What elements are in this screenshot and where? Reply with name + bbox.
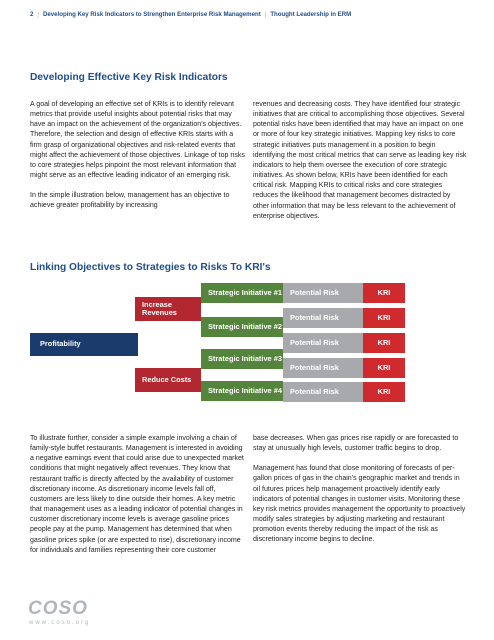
node-risk-3 (283, 333, 363, 353)
node-label: Strategic Initiative #4 (208, 385, 282, 395)
coso-logo: COSO (28, 598, 88, 619)
paragraph: revenues and decreasing costs. They have identified four strategic initiatives that are critical to accomplishing those objectives. Several potential risks have been identified that may have an impact on one or more of four key strategic initiatives. Mapping key risks to core strategic initiatives puts management in a position to begin identifying the most critical metrics that can serve as leading key risk indicators to help them oversee the execution of core strategic initiatives. As shown below, KRIs have been identified for each critical risk. Mapping KRIs to critical risks and core strategies reduces the likelihood that management becomes distracted by other information that may be less relevant to the achievement of enterprise objectives. (253, 101, 467, 220)
body-column-right-1 (253, 100, 468, 232)
paragraph: In the simple illustration below, management has an objective to achieve greater profitability by increasing (30, 192, 230, 210)
node-label: Potential Risk (290, 287, 339, 297)
node-label: Reduce Costs (142, 374, 192, 384)
node-initiative-2 (201, 317, 283, 337)
node-label: Strategic Initiative #2 (208, 321, 282, 331)
node-initiative-3 (201, 349, 283, 369)
node-label: Potential Risk (290, 386, 339, 396)
node-risk-2 (283, 308, 363, 328)
node-risk-1 (283, 283, 363, 303)
node-label: KRI (377, 362, 391, 372)
body-column-left-2 (30, 434, 245, 566)
header-separator: | (37, 11, 39, 18)
diagram-heading: Linking Objectives to Strategies to Risks To KRI's (30, 262, 271, 273)
footer-url[interactable]: www.coso.org (29, 620, 91, 626)
paragraph: base decreases. When gas prices rise rapidly or are forecasted to stay at unusually high levels, customer traffic begins to drop. (253, 435, 459, 453)
node-label: KRI (377, 287, 391, 297)
running-header (30, 11, 474, 18)
node-label: Strategic Initiative #3 (208, 353, 282, 363)
paragraph: A goal of developing an effective set of KRIs is to identify relevant metrics that provide useful insights about potential risks that may have an impact on the achievement of the organization's objectives. Therefore, the selection and design of effective KRIs starts with a firm grasp of organizational objectives and risk-related events that might affect the achievement of those objectives. Linkage of top risks to core strategies helps pinpoint the most relevant information that might serve as an effective leading indicator of an emerging risk. (30, 101, 245, 180)
node-label: Increase Revenues (142, 299, 177, 317)
node-initiative-4 (201, 381, 283, 401)
node-kri-5 (363, 382, 405, 402)
node-kri-4 (363, 358, 405, 378)
node-objective-costs (135, 368, 201, 392)
node-kri-2 (363, 308, 405, 328)
node-initiative-1 (201, 283, 283, 303)
node-profitability (30, 333, 138, 356)
node-risk-5 (283, 382, 363, 402)
node-label: Strategic Initiative #1 (208, 287, 282, 297)
node-label: KRI (377, 312, 391, 322)
node-label: Potential Risk (290, 362, 339, 372)
node-label: KRI (377, 386, 391, 396)
section-heading-kri: Developing Effective Key Risk Indicators (30, 72, 228, 83)
body-column-left-1 (30, 100, 245, 222)
paragraph: Management has found that close monitoring of forecasts of per-gallon prices of gas in the chain's geographic market and trends in oil futures prices help management proactively identify early indicators of potential changes in customer visits. Monitoring these key risk metrics provides management the opportunity to proactively modify sales strategies by adjusting marketing and restaurant promotion events thereby reducing the impact of the risk as discretionary income begins to decline. (253, 465, 466, 544)
header-series: Thought Leadership in ERM (270, 11, 352, 18)
node-objective-revenues (135, 297, 201, 321)
node-kri-1 (363, 283, 405, 303)
node-label: Potential Risk (290, 337, 339, 347)
header-doc-title: Developing Key Risk Indicators to Strengthen Enterprise Risk Management (42, 11, 261, 18)
paragraph: To illustrate further, consider a simple example involving a chain of family-style buffet restaurants. Management is interested in avoiding a negative earnings event that could arise due to unexpected market conditions that might negatively affect revenues. They know that restaurant traffic is directly affected by the availability of customer discretionary income. As discretionary income levels fall off, customers are less likely to dine outside their homes. A key metric that management uses as a leading indicator of potential changes in customer discretionary income levels is average gasoline prices people pay at the pump. Management has determined that when gasoline prices spike (or are expected to rise), discretionary income for individuals and families representing their core customer (30, 435, 244, 554)
node-risk-4 (283, 358, 363, 378)
body-column-right-2 (253, 434, 468, 556)
node-label: Profitability (40, 339, 81, 349)
page-number: 2 (30, 11, 34, 18)
node-label: KRI (377, 337, 391, 347)
header-separator: | (264, 11, 267, 18)
node-kri-3 (363, 333, 405, 353)
node-label: Potential Risk (290, 312, 339, 322)
